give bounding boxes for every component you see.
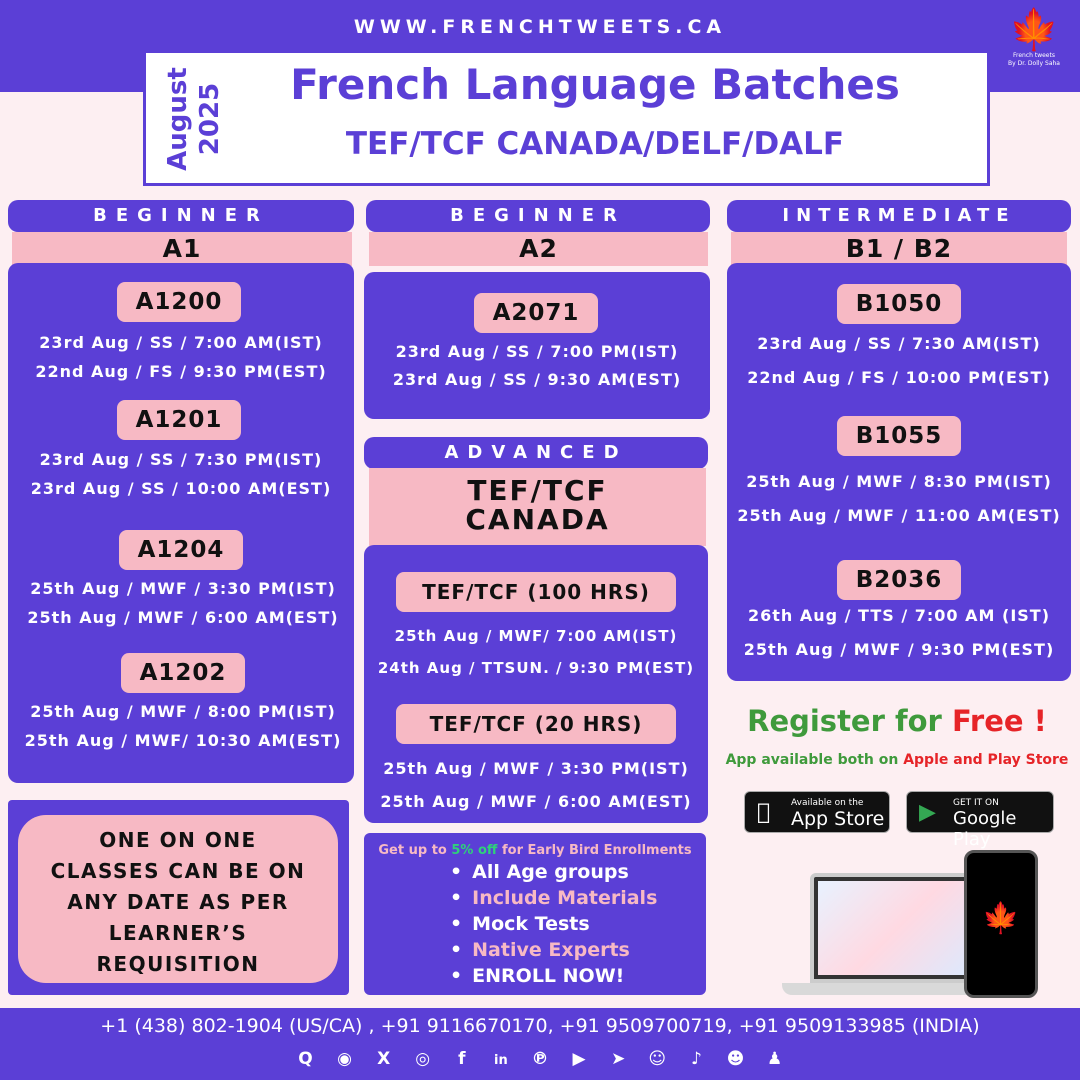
one-on-one-note: ONE ON ONE CLASSES CAN BE ON ANY DATE AS PER LEARNER’S REQUISITION	[18, 815, 338, 983]
batch-code: A1202	[121, 653, 245, 693]
app-availability: App available both on Apple and Play Store	[725, 752, 1069, 768]
x-icon[interactable]: X	[377, 1049, 391, 1069]
batch-line: 25th Aug / MWF / 3:30 PM(IST)	[30, 579, 336, 598]
register-heading[interactable]: Register for Free !	[747, 704, 1047, 738]
google-play-button[interactable]: ▶ GET IT ON Google Play	[906, 791, 1054, 833]
batch-line: 25th Aug / MWF / 9:30 PM(EST)	[743, 640, 1055, 659]
feature-item: • All Age groups	[450, 859, 700, 885]
batch-code: TEF/TCF (20 HRS)	[396, 704, 676, 744]
a2-level: A2	[369, 232, 708, 266]
phone-mockup	[964, 850, 1038, 998]
logo-caption: French tweets	[1013, 52, 1055, 59]
batch-line: 25th Aug / MWF/ 10:30 AM(EST)	[24, 731, 342, 750]
batch-code: B1055	[837, 416, 961, 456]
feature-item: • Native Experts	[450, 937, 700, 963]
feature-item: • Include Materials	[450, 885, 700, 911]
page-title: French Language Batches	[290, 60, 900, 109]
feature-item[interactable]: • ENROLL NOW!	[450, 963, 700, 989]
batch-code: B2036	[837, 560, 961, 600]
batch-line: 22nd Aug / FS / 9:30 PM(EST)	[35, 362, 327, 381]
maple-leaf-icon: 🍁	[1009, 7, 1059, 53]
b-category-header: INTERMEDIATE	[727, 200, 1071, 232]
youtube-icon[interactable]: ▶	[572, 1049, 586, 1069]
b-level: B1 / B2	[731, 232, 1067, 266]
facebook-icon[interactable]: f	[458, 1049, 466, 1069]
a1-level: A1	[12, 232, 352, 266]
linkedin-icon[interactable]: in	[494, 1053, 508, 1068]
tiktok-icon[interactable]: ♪	[690, 1049, 702, 1069]
batch-line: 26th Aug / TTS / 7:00 AM (IST)	[747, 606, 1051, 625]
advanced-level: TEF/TCF CANADA	[369, 468, 706, 546]
batch-line: 23rd Aug / SS / 7:00 PM(IST)	[395, 342, 679, 361]
batch-code: B1050	[837, 284, 961, 324]
reddit-icon[interactable]: ☻	[726, 1049, 745, 1069]
laptop-screen	[818, 881, 977, 975]
batch-line: 25th Aug / MWF / 8:30 PM(IST)	[746, 472, 1052, 491]
feature-list	[450, 859, 700, 989]
instagram-icon[interactable]: ◎	[415, 1049, 431, 1069]
early-bird-text: Get up to 5% off for Early Bird Enrollments	[378, 843, 692, 858]
advanced-category-header: ADVANCED	[364, 437, 708, 469]
batch-line: 25th Aug / MWF / 6:00 AM(EST)	[380, 792, 692, 811]
batch-code: TEF/TCF (100 HRS)	[396, 572, 676, 612]
batch-line: 24th Aug / TTSUN. / 9:30 PM(EST)	[377, 659, 695, 677]
social-icons	[0, 1046, 1080, 1074]
batch-line: 23rd Aug / SS / 7:30 AM(IST)	[757, 334, 1041, 353]
contact-phones[interactable]: +1 (438) 802-1904 (US/CA) , +91 9116670170, +91 9509700719, +91 9509133985 (INDIA)	[100, 1015, 980, 1037]
batch-line: 25th Aug / MWF/ 7:00 AM(IST)	[394, 627, 678, 645]
snapchat-icon[interactable]: ♟	[766, 1049, 783, 1069]
quora-icon[interactable]: Q	[298, 1049, 313, 1069]
logo-sub: By Dr. Dolly Saha	[1008, 60, 1060, 67]
batch-line: 23rd Aug / SS / 7:30 PM(IST)	[39, 450, 323, 469]
play-icon: ▶	[919, 800, 936, 825]
whatsapp-icon[interactable]: ◉	[337, 1049, 352, 1069]
batch-line: 25th Aug / MWF / 3:30 PM(IST)	[383, 759, 689, 778]
laptop-mockup	[810, 873, 985, 983]
app-store-button[interactable]: Available on the App Store	[744, 791, 890, 833]
apple-icon	[757, 800, 770, 825]
pinterest-icon[interactable]: ℗	[531, 1049, 549, 1069]
discord-icon[interactable]: ☺	[648, 1049, 667, 1069]
batch-line: 23rd Aug / SS / 10:00 AM(EST)	[30, 479, 332, 498]
feature-item: • Mock Tests	[450, 911, 700, 937]
telegram-icon[interactable]: ➤	[611, 1049, 626, 1069]
batch-line: 22nd Aug / FS / 10:00 PM(EST)	[747, 368, 1051, 387]
page-subtitle: TEF/TCF CANADA/DELF/DALF	[345, 126, 845, 162]
batch-line: 23rd Aug / SS / 7:00 AM(IST)	[39, 333, 323, 352]
maple-leaf-icon: 🍁	[982, 901, 1020, 936]
batch-line: 25th Aug / MWF / 11:00 AM(EST)	[737, 506, 1061, 525]
batch-line: 25th Aug / MWF / 6:00 AM(EST)	[27, 608, 339, 627]
website-url[interactable]: WWW.FRENCHTWEETS.CA	[353, 16, 727, 38]
month-label: August 2025	[163, 67, 225, 171]
a1-category-header: BEGINNER	[8, 200, 354, 232]
batch-line: 23rd Aug / SS / 9:30 AM(EST)	[392, 370, 682, 389]
a2-category-header: BEGINNER	[366, 200, 710, 232]
batch-code: A2071	[474, 293, 598, 333]
batch-line: 25th Aug / MWF / 8:00 PM(IST)	[30, 702, 336, 721]
batch-code: A1204	[119, 530, 243, 570]
brand-logo	[1006, 8, 1062, 80]
batch-code: A1201	[117, 400, 241, 440]
batch-code: A1200	[117, 282, 241, 322]
